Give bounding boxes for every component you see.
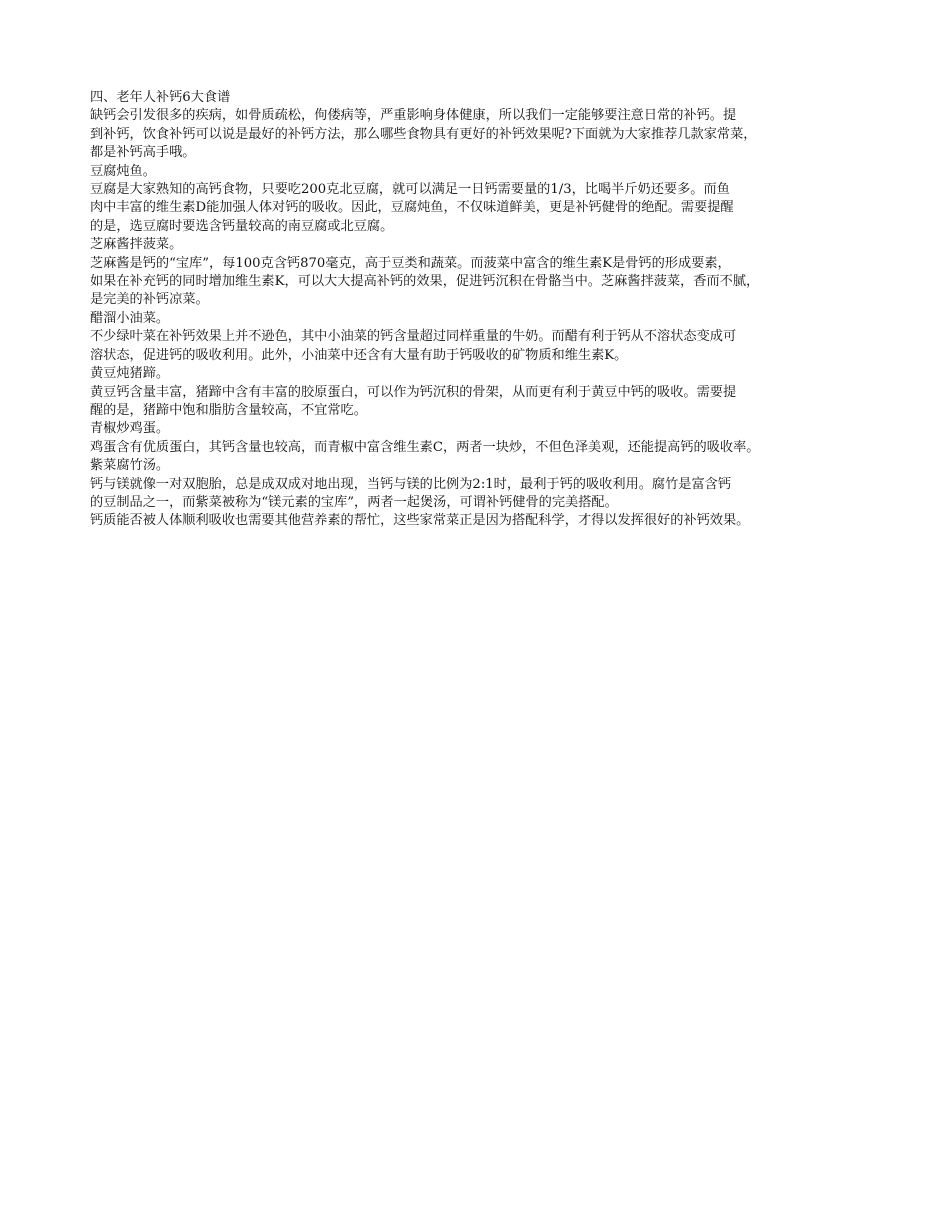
paragraph-line: 不少绿叶菜在补钙效果上并不逊色，其中小油菜的钙含量超过同样重量的牛奶。而醋有利于钙从不溶状态变成可 <box>90 329 737 345</box>
recipe-title-soybean-trotters: 黄豆炖猪蹄。 <box>90 366 170 382</box>
paragraph-line: 芝麻酱是钙的“宝库”，每100克含钙870毫克，高于豆类和蔬菜。而菠菜中富含的维生素K是骨钙的形成要素， <box>90 255 731 271</box>
recipe-text-pepper-egg <box>90 439 880 457</box>
recipe-text-seaweed-soup <box>90 476 880 513</box>
paragraph-line: 是完美的补钙凉菜。 <box>90 292 209 308</box>
intro-line: 到补钙，饮食补钙可以说是最好的补钙方法，那么哪些食物具有更好的补钙效果呢?下面就为大家推荐几款家常菜， <box>90 126 757 142</box>
document-title: 四、老年人补钙6大食谱 <box>90 90 231 105</box>
recipe-title-sesame-spinach: 芝麻酱拌菠菜。 <box>90 237 183 253</box>
paragraph-line: 如果在补充钙的同时增加维生素K，可以大大提高补钙的效果，促进钙沉积在骨骼当中。芝麻酱拌菠菜，香而不腻， <box>90 274 760 290</box>
paragraph-line: 醒的是，猪蹄中饱和脂肪含量较高，不宜常吃。 <box>90 402 367 418</box>
recipe-title-vinegar-bokchoy: 醋溜小油菜。 <box>90 310 170 326</box>
paragraph-line: 的豆制品之一，而紫菜被称为“镁元素的宝库”，两者一起煲汤，可谓补钙健骨的完美搭配。 <box>90 494 618 510</box>
recipe-text-soybean-trotters <box>90 384 880 421</box>
paragraph-line: 鸡蛋含有优质蛋白，其钙含量也较高，而青椒中富含维生素C，两者一块炒，不但色泽美观，还能提高钙的吸收率。 <box>90 439 760 455</box>
intro-paragraph <box>90 107 880 162</box>
recipe-text-sesame-spinach <box>90 255 880 310</box>
intro-line: 都是补钙高手哦。 <box>90 145 196 161</box>
paragraph-line: 黄豆钙含量丰富，猪蹄中含有丰富的胶原蛋白，可以作为钙沉积的骨架，从而更有利于黄豆中钙的吸收。需要提 <box>90 384 737 400</box>
paragraph-line: 的是，选豆腐时要选含钙量较高的南豆腐或北豆腐。 <box>90 218 394 234</box>
paragraph-line: 肉中丰富的维生素D能加强人体对钙的吸收。因此，豆腐炖鱼，不仅味道鲜美，更是补钙健骨的绝配。需要提醒 <box>90 200 734 216</box>
recipe-text-tofu-fish <box>90 181 880 236</box>
paragraph-line: 豆腐是大家熟知的高钙食物，只要吃200克北豆腐，就可以满足一日钙需要量的1/3，比喝半斤奶还要多。而鱼 <box>90 182 730 198</box>
recipe-title-seaweed-soup: 紫菜腐竹汤。 <box>90 458 170 474</box>
paragraph-line: 钙与镁就像一对双胞胎，总是成双成对地出现，当钙与镁的比例为2:1时，最利于钙的吸收利用。腐竹是富含钙 <box>90 476 732 492</box>
recipe-title-tofu-fish: 豆腐炖鱼。 <box>90 163 156 179</box>
document-page <box>90 89 880 531</box>
recipe-title-pepper-egg: 青椒炒鸡蛋。 <box>90 421 170 437</box>
paragraph-line: 溶状态，促进钙的吸收利用。此外，小油菜中还含有大量有助于钙吸收的矿物质和维生素K。 <box>90 347 628 363</box>
conclusion-paragraph: 钙质能否被人体顺利吸收也需要其他营养素的帮忙，这些家常菜正是因为搭配科学，才得以发挥很好的补钙效果。 <box>90 513 750 529</box>
recipe-text-vinegar-bokchoy <box>90 328 880 365</box>
intro-line: 缺钙会引发很多的疾病，如骨质疏松，佝偻病等，严重影响身体健康，所以我们一定能够要注意日常的补钙。提 <box>90 108 737 124</box>
